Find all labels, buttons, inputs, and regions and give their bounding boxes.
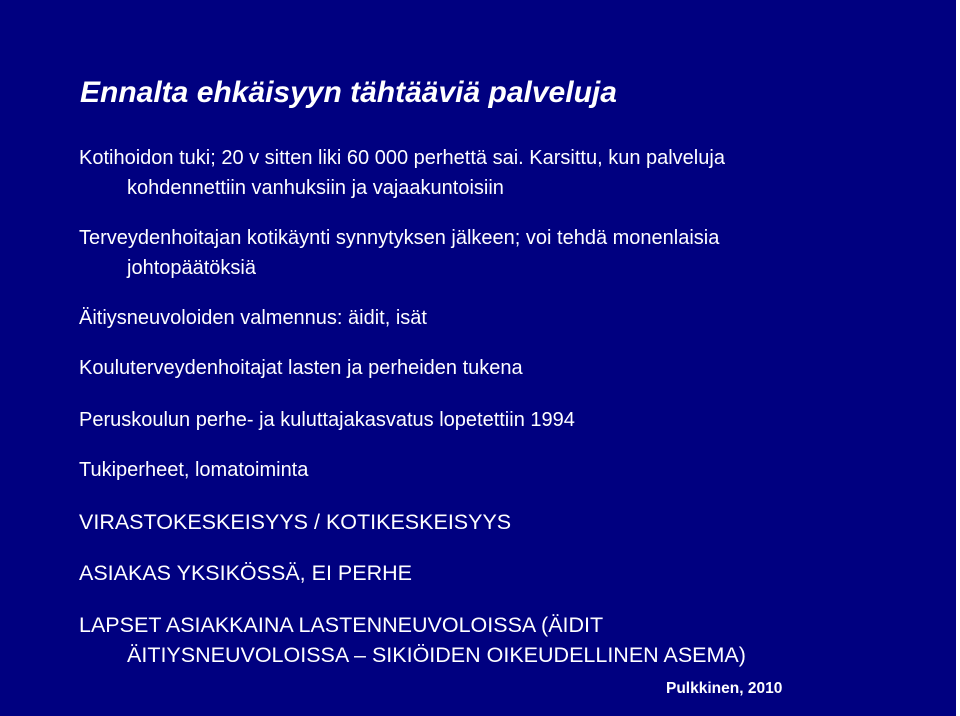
bullet-item-maternity-coaching [79,303,427,333]
bullet-line-continuation: johtopäätöksiä [127,257,256,279]
bullet-item-client-unit [79,558,412,588]
bullet-item-nurse-visit [79,223,719,283]
bullet-item-office-vs-home [79,507,511,537]
bullet-item-home-care [79,143,725,203]
bullet-item-support-families [79,455,308,485]
bullet-line: Peruskoulun perhe- ja kuluttajakasvatus lopetettiin 1994 [79,409,575,431]
bullet-line: VIRASTOKESKEISYYS / KOTIKESKEISYYS [79,510,512,534]
bullet-line: ASIAKAS YKSIKÖSSÄ, EI PERHE [79,561,412,585]
bullet-line: Kotihoidon tuki; 20 v sitten liki 60 000 perhettä sai. Karsittu, kun palveluja [79,147,725,169]
bullet-line: Tukiperheet, lomatoiminta [79,459,309,481]
bullet-item-children-clients [79,610,746,670]
bullet-line: Kouluterveydenhoitajat lasten ja perheiden tukena [79,357,523,379]
bullet-item-family-education [79,405,575,435]
slide-title: Ennalta ehkäisyyn tähtääviä palveluja [80,76,617,109]
bullet-line: Terveydenhoitajan kotikäynti synnytyksen jälkeen; voi tehdä monenlaisia [79,227,720,249]
bullet-line-continuation: kohdennettiin vanhuksiin ja vajaakuntoisiin [127,177,504,199]
bullet-line: LAPSET ASIAKKAINA LASTENNEUVOLOISSA (ÄIDIT [79,613,604,637]
bullet-line-continuation: ÄITIYSNEUVOLOISSA – SIKIÖIDEN OIKEUDELLINEN ASEMA) [127,643,746,667]
source-credit: Pulkkinen, 2010 [666,680,783,697]
bullet-item-school-nurses [79,353,523,383]
bullet-line: Äitiysneuvoloiden valmennus: äidit, isät [79,307,427,329]
